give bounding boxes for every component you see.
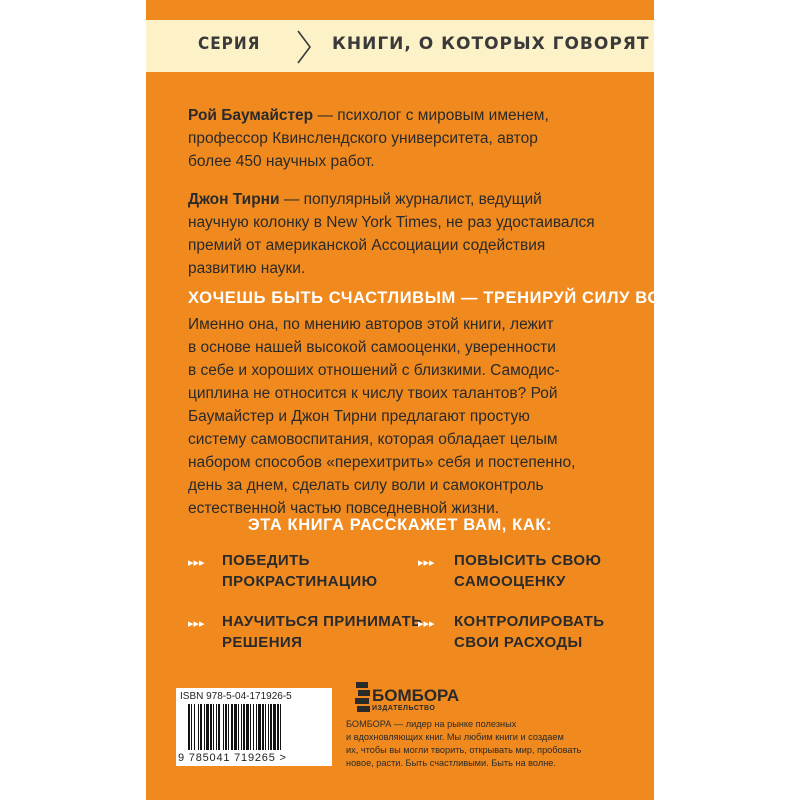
barcode-bar xyxy=(273,704,276,750)
benefit-line: НАУЧИТЬСЯ ПРИНИМАТЬ xyxy=(222,613,423,630)
description xyxy=(188,313,618,520)
barcode-bar xyxy=(191,704,192,750)
publisher-subtitle: ИЗДАТЕЛЬСТВО xyxy=(372,705,436,712)
barcode-bar xyxy=(246,704,249,750)
barcode xyxy=(176,688,332,766)
chevron-right-icon xyxy=(294,28,314,66)
isbn: ISBN 978-5-04-171926-5 xyxy=(180,691,292,702)
publisher-line: и вдохновляющих книг. Мы любим книги и создаем xyxy=(346,732,564,742)
author-bio-line: премий от американской Ассоциации содействия xyxy=(188,237,546,254)
series-name: КНИГИ, О КОТОРЫХ ГОВОРЯТ xyxy=(332,34,650,54)
author-bio-1 xyxy=(188,104,618,173)
barcode-bar xyxy=(270,704,272,750)
barcode-bar xyxy=(206,704,209,750)
barcode-bar xyxy=(216,704,217,750)
benefit-item xyxy=(454,550,601,592)
barcode-bar xyxy=(213,704,214,750)
author-bio-line: более 450 научных работ. xyxy=(188,153,375,170)
barcode-bar xyxy=(256,704,257,750)
description-line: в основе нашей высокой самооценки, уверенности xyxy=(188,339,556,356)
benefit-item xyxy=(222,550,377,592)
triple-arrow-icon: ▸▸▸ xyxy=(418,557,435,569)
barcode-bar xyxy=(188,704,190,750)
description-line: естественной частью повседневной жизни. xyxy=(188,500,500,517)
barcode-digits: 9 785041 719265 > xyxy=(178,752,287,764)
description-line: в себе и хороших отношений с близкими. Самодис- xyxy=(188,362,560,379)
barcode-bar xyxy=(277,704,279,750)
benefit-line: САМООЦЕНКУ xyxy=(454,573,566,590)
series-band xyxy=(146,20,654,72)
triple-arrow-icon: ▸▸▸ xyxy=(188,618,205,630)
author-bio-line: — популярный журналист, ведущий xyxy=(283,191,542,208)
benefit-line: ПОБЕДИТЬ xyxy=(222,552,310,569)
publisher-name: БОМБОРА xyxy=(372,686,460,705)
description-line: набором способов «перехитрить» себя и постепенно, xyxy=(188,454,576,471)
barcode-bar xyxy=(258,704,261,750)
barcode-bar xyxy=(223,704,224,750)
barcode-bar xyxy=(262,704,264,750)
barcode-bar xyxy=(194,704,195,750)
triple-arrow-icon: ▸▸▸ xyxy=(418,618,435,630)
publisher-blurb xyxy=(346,718,646,770)
barcode-bar xyxy=(218,704,220,750)
description-line: Именно она, по мнению авторов этой книги, лежит xyxy=(188,316,554,333)
author-bio-line: — психолог с мировым именем, xyxy=(317,107,549,124)
benefit-item xyxy=(222,611,422,653)
barcode-bar xyxy=(250,704,251,750)
publisher-line: БОМБОРА — лидер на рынке полезных xyxy=(346,719,517,729)
benefit-line: РЕШЕНИЯ xyxy=(222,634,303,651)
description-line: циплина не относится к числу твоих талантов? Рой xyxy=(188,385,558,402)
benefit-line: ПРОКРАСТИНАЦИЮ xyxy=(222,573,378,590)
author-bio-2 xyxy=(188,188,618,280)
barcode-bar xyxy=(253,704,254,750)
barcode-bar xyxy=(243,704,245,750)
benefit-item xyxy=(454,611,604,653)
description-line: Баумайстер и Джон Тирни предлагают простую xyxy=(188,408,530,425)
publisher-line: их, чтобы вы могли творить, открывать мир, пробовать xyxy=(346,745,582,755)
publisher-line: новое, расти. Быть счастливыми. Быть на волне. xyxy=(346,758,556,768)
barcode-bar xyxy=(234,704,237,750)
barcode-bar xyxy=(238,704,239,750)
author-bio-line: развитию науки. xyxy=(188,260,306,277)
barcode-bar xyxy=(210,704,212,750)
book-back-cover xyxy=(146,0,691,800)
barcode-bar xyxy=(198,704,199,750)
triple-arrow-icon: ▸▸▸ xyxy=(188,557,205,569)
barcode-bar xyxy=(241,704,242,750)
barcode-bar xyxy=(268,704,269,750)
barcode-bar xyxy=(204,704,205,750)
barcode-bar xyxy=(200,704,202,750)
author-name: Рой Баумайстер xyxy=(188,107,314,124)
series-label: СЕРИЯ xyxy=(198,34,261,54)
barcode-bar xyxy=(225,704,227,750)
benefit-line: КОНТРОЛИРОВАТЬ xyxy=(454,613,605,630)
barcode-bar xyxy=(228,704,229,750)
benefit-line: ПОВЫСИТЬ СВОЮ xyxy=(454,552,602,569)
headline: ХОЧЕШЬ БЫТЬ СЧАСТЛИВЫМ — ТРЕНИРУЙ СИЛУ ВОЛИ. xyxy=(188,289,691,307)
barcode-bar xyxy=(265,704,266,750)
description-line: день за днем, сделать силу воли и самоконтроль xyxy=(188,477,544,494)
author-bio-line: научную колонку в New York Times, не раз удостаивался xyxy=(188,214,595,231)
barcode-bar xyxy=(280,704,281,750)
bombora-logo-icon xyxy=(354,678,372,716)
barcode-bar xyxy=(231,704,233,750)
author-bio-line: профессор Квинслендского университета, автор xyxy=(188,130,538,147)
author-name: Джон Тирни xyxy=(188,191,280,208)
benefit-line: СВОИ РАСХОДЫ xyxy=(454,634,583,651)
benefits-heading: ЭТА КНИГА РАССКАЖЕТ ВАМ, КАК: xyxy=(247,516,553,534)
description-line: систему самовоспитания, которая обладает целым xyxy=(188,431,558,448)
